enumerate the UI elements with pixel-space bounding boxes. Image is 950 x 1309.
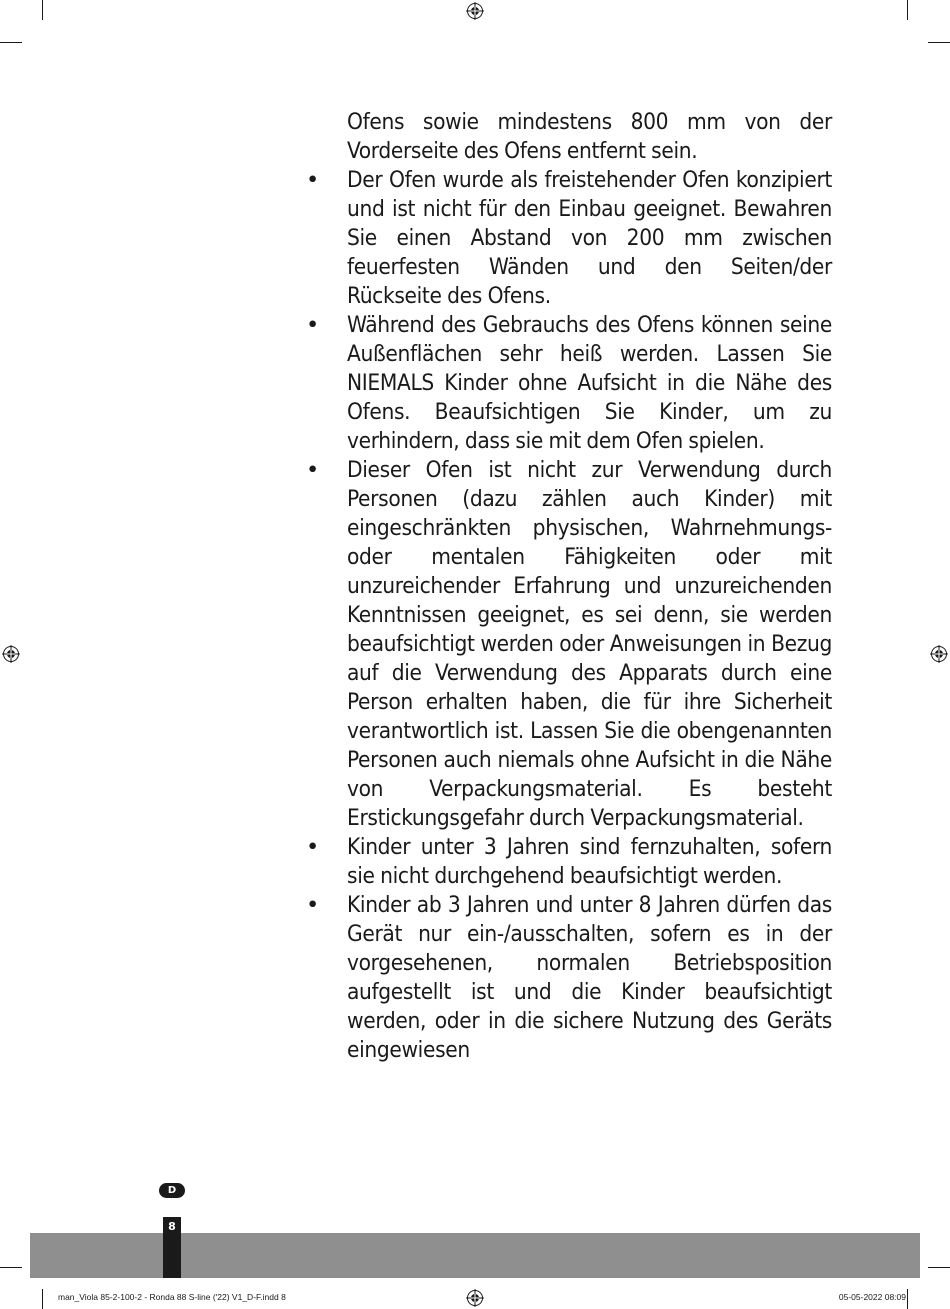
bullet-text: Dieser Ofen ist nicht zur Verwendung durch Personen (dazu zählen auch Kinder) mit eingeschränkten physischen, Wahrnehmungs- oder mentalen Fähigkeiten oder mit unzureichender Erfahrung und unzureichenden Kenntnissen geeignet, es sei denn, sie werden beaufsichtigt werden oder Anweisungen in Bezug auf die Verwendung des Apparats durch eine Person erhalten haben, die für ihre Sicherheit verantwortlich ist. Lassen Sie die obengenannten Personen auch niemals ohne Aufsicht in die Nähe von Verpackungsmaterial. Es besteht Erstickungsgefahr durch Verpackungsmaterial. bbox=[347, 457, 832, 831]
lead-paragraph: Ofens sowie mindestens 800 mm von der Vorderseite des Ofens entfernt sein. bbox=[347, 109, 832, 164]
bullet-icon: • bbox=[306, 167, 320, 193]
registration-mark-icon bbox=[2, 645, 20, 663]
crop-mark bbox=[928, 1267, 950, 1268]
slug-date: 05-05-2022 08:09 bbox=[838, 1292, 906, 1302]
registration-mark-icon bbox=[466, 1289, 484, 1307]
registration-mark-icon bbox=[466, 2, 484, 20]
crop-mark bbox=[0, 1267, 22, 1268]
bullet-text: Kinder unter 3 Jahren sind fernzuhalten, sofern sie nicht durchgehend beaufsichtigt werden. bbox=[347, 834, 832, 889]
registration-mark-icon bbox=[930, 645, 948, 663]
crop-mark bbox=[42, 0, 43, 20]
bullet-item bbox=[300, 456, 832, 833]
bullet-item bbox=[300, 833, 832, 891]
bullet-text: Während des Gebrauchs des Ofens können seine Außenflächen sehr heiß werden. Lassen Sie NIEMALS Kinder ohne Aufsicht in die Nähe des Ofens. Beaufsichtigen Sie Kinder, um zu verhindern, dass sie mit dem Ofen spielen. bbox=[347, 312, 832, 454]
crop-mark bbox=[928, 42, 950, 43]
language-badge: D bbox=[159, 1183, 185, 1198]
bullet-icon: • bbox=[306, 892, 320, 918]
text-column bbox=[300, 108, 832, 1065]
bullet-text: Kinder ab 3 Jahren und unter 8 Jahren dürfen das Gerät nur ein-/ausschalten, sofern es in der vorgesehenen, normalen Betriebsposition aufgestellt ist und die Kinder beaufsichtigt werden, oder in die sichere Nutzung des Geräts eingewiesen bbox=[347, 892, 832, 1063]
crop-mark bbox=[42, 1289, 43, 1309]
slug-filename: man_Viola 85-2-100-2 - Ronda 88 S-line ('22) V1_D-F.indd 8 bbox=[58, 1292, 286, 1302]
bullet-icon: • bbox=[306, 457, 320, 483]
bullet-text: Der Ofen wurde als freistehender Ofen konzipiert und ist nicht für den Einbau geeignet. Bewahren Sie einen Abstand von 200 mm zwischen feuerfesten Wänden und den Seiten/der Rückseite des Ofens. bbox=[347, 167, 832, 309]
page-number: 8 bbox=[168, 1220, 176, 1233]
crop-mark bbox=[907, 0, 908, 20]
bullet-item bbox=[300, 311, 832, 456]
crop-mark bbox=[907, 1289, 908, 1309]
crop-mark bbox=[0, 42, 22, 43]
bullet-icon: • bbox=[306, 312, 320, 338]
bullet-item bbox=[300, 891, 832, 1065]
bullet-item bbox=[300, 166, 832, 311]
bullet-icon: • bbox=[306, 834, 320, 860]
